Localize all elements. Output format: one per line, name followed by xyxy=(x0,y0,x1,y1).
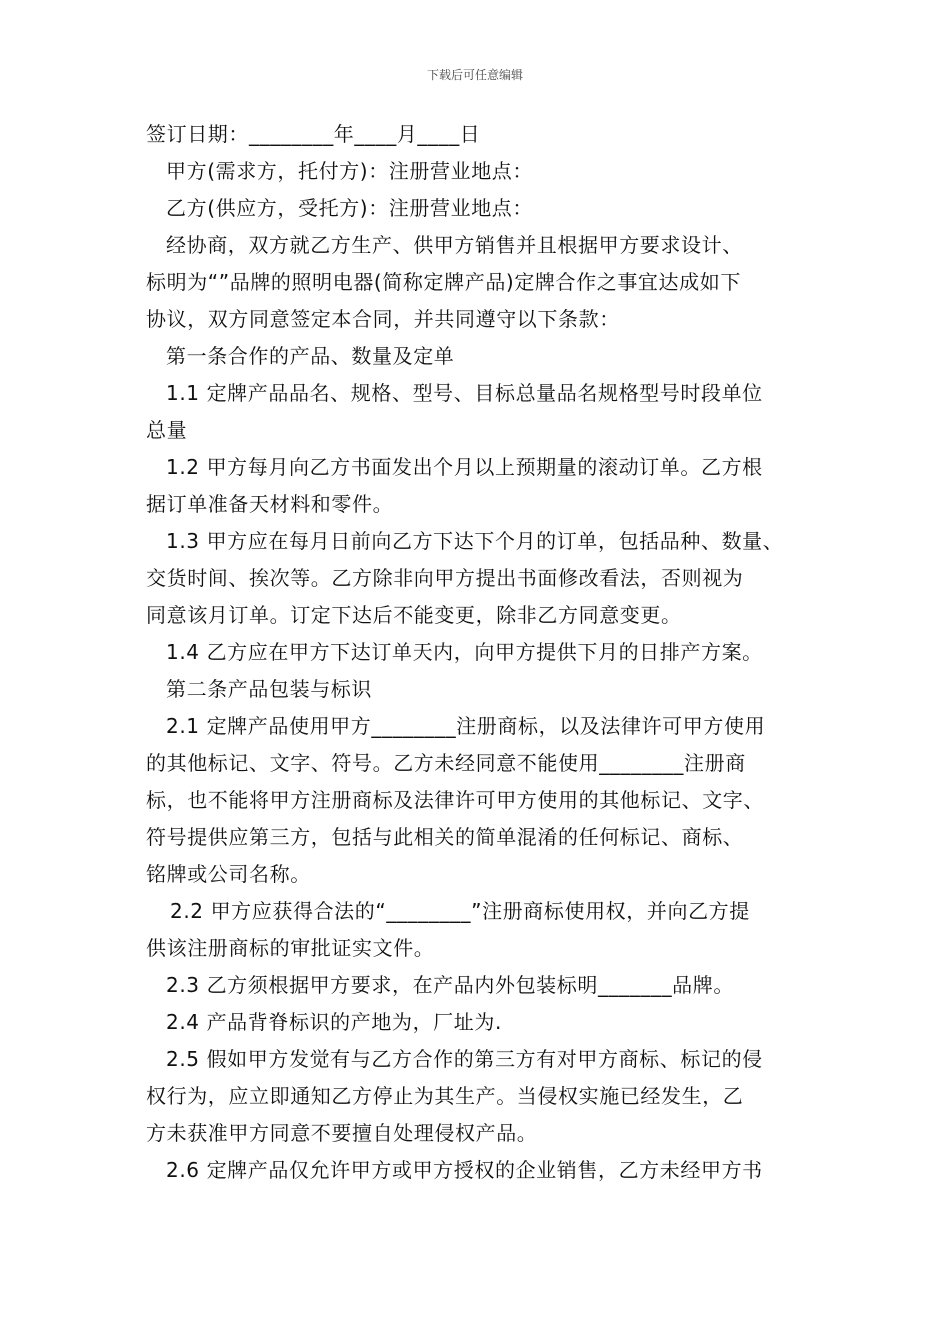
clause-2-1-line-3: 标，也不能将甲方注册商标及法律许可甲方使用的其他标记、文字、 xyxy=(146,788,764,812)
page-header: 下载后可任意编辑 xyxy=(426,68,523,82)
clause-2-1-line-5: 铭牌或公司名称。 xyxy=(146,862,311,886)
clause-1-4: 1.4 乙方应在甲方下达订单天内，向甲方提供下月的日排产方案。 xyxy=(166,640,763,664)
clause-1-3-line-2: 交货时间、挨次等。乙方除非向甲方提出书面修改看法，否则视为 xyxy=(146,566,744,590)
clause-1-3-line-1: 1.3 甲方应在每月日前向乙方下达下个月的订单，包括品种、数量、 xyxy=(166,529,784,553)
party-a-line: 甲方(需求方，托付方)：注册营业地点： xyxy=(166,159,534,183)
party-b-line: 乙方(供应方，受托方)：注册营业地点： xyxy=(166,196,534,220)
preamble-line-3: 协议，双方同意签定本合同，并共同遵守以下条款： xyxy=(146,307,620,331)
clause-2-5-line-2: 权行为，应立即通知乙方停止为其生产。当侵权实施已经发生，乙 xyxy=(146,1084,744,1108)
clause-2-1-line-2: 的其他标记、文字、符号。乙方未经同意不能使用________注册商 xyxy=(146,751,746,775)
clause-2-1-line-1: 2.1 定牌产品使用甲方________注册商标，以及法律许可甲方使用 xyxy=(166,714,766,738)
clause-2-3: 2.3 乙方须根据甲方要求，在产品内外包装标明_______品牌。 xyxy=(166,973,734,997)
clause-1-2-line-2: 据订单准备天材料和零件。 xyxy=(146,492,394,516)
clause-2-4: 2.4 产品背脊标识的产地为，厂址为. xyxy=(166,1010,502,1034)
clause-2-5-line-3: 方未获准甲方同意不要擅自处理侵权产品。 xyxy=(146,1121,538,1145)
clause-1-1-line-2: 总量 xyxy=(146,418,188,442)
clause-2-5-line-1: 2.5 假如甲方发觉有与乙方合作的第三方有对甲方商标、标记的侵 xyxy=(166,1047,763,1071)
preamble-line-1: 经协商，双方就乙方生产、供甲方销售并且根据甲方要求设计、 xyxy=(166,233,743,257)
clause-1-1-line-1: 1.1 定牌产品品名、规格、型号、目标总量品名规格型号时段单位 xyxy=(166,381,763,405)
article-1-heading: 第一条合作的产品、数量及定单 xyxy=(166,344,455,368)
clause-1-2-line-1: 1.2 甲方每月向乙方书面发出个月以上预期量的滚动订单。乙方根 xyxy=(166,455,763,479)
document-body xyxy=(146,116,836,1189)
clause-2-6-line-1: 2.6 定牌产品仅允许甲方或甲方授权的企业销售，乙方未经甲方书 xyxy=(166,1158,763,1182)
preamble-line-2: 标明为“”品牌的照明电器(简称定牌产品)定牌合作之事宜达成如下 xyxy=(146,270,741,294)
clause-1-3-line-3: 同意该月订单。订定下达后不能变更，除非乙方同意变更。 xyxy=(146,603,682,627)
clause-2-1-line-4: 符号提供应第三方，包括与此相关的简单混淆的任何标记、商标、 xyxy=(146,825,744,849)
signing-date-line: 签订日期：________年____月____日 xyxy=(146,122,481,146)
clause-2-2-line-2: 供该注册商标的审批证实文件。 xyxy=(146,936,435,960)
article-2-heading: 第二条产品包装与标识 xyxy=(166,677,372,701)
clause-2-2-line-1: 2.2 甲方应获得合法的“________”注册商标使用权，并向乙方提 xyxy=(170,899,750,923)
